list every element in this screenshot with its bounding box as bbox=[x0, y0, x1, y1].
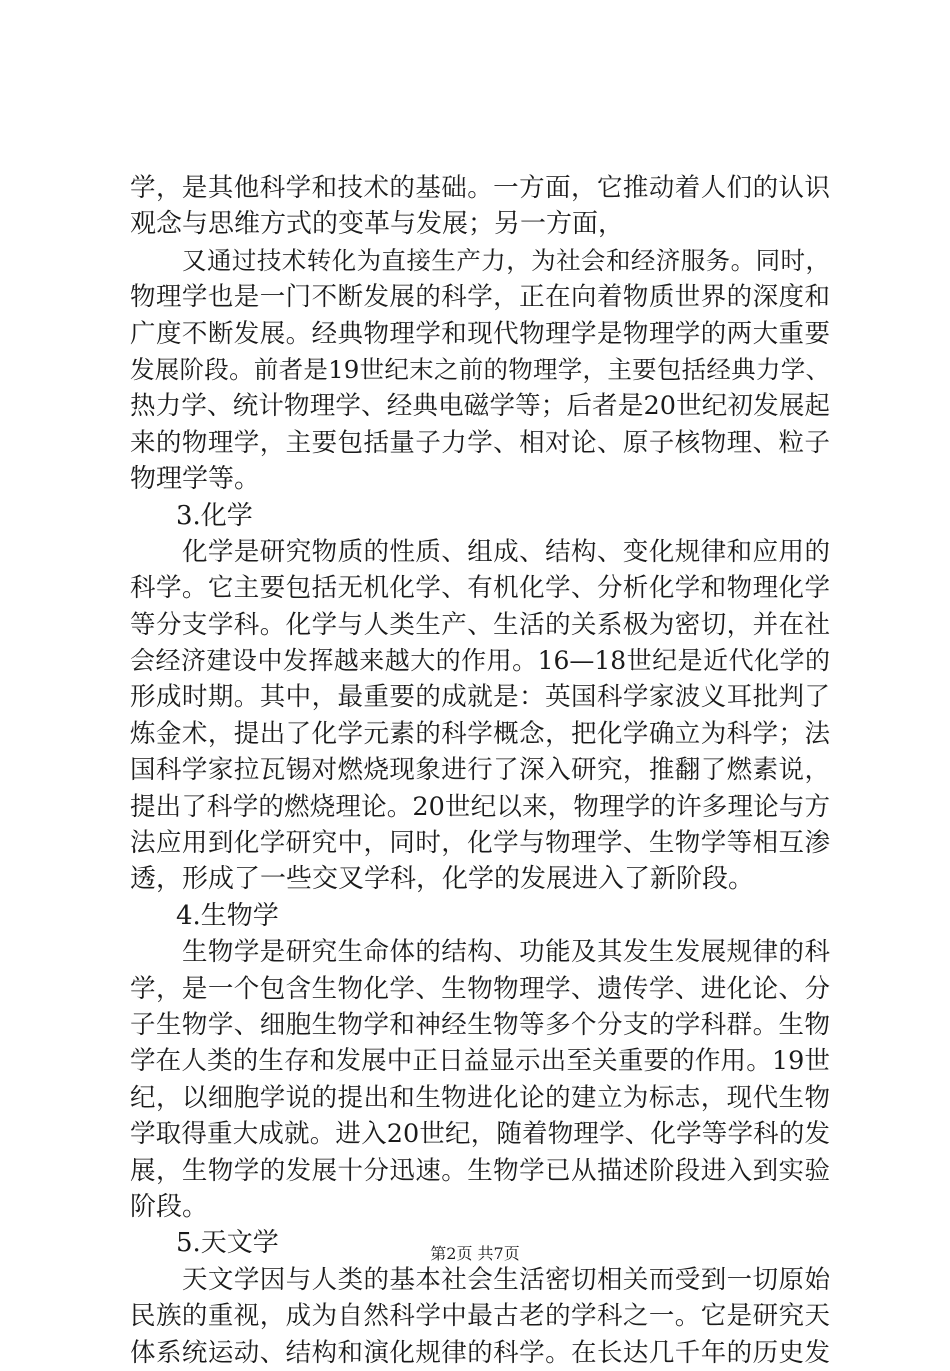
page-number: 第2页 共7页 bbox=[430, 1244, 520, 1263]
text-line: 法应用到化学研究中，同时，化学与物理学、生物学等相互渗 bbox=[130, 828, 830, 859]
text-line: 学，是一个包含生物化学、生物物理学、遗传学、进化论、分 bbox=[130, 973, 830, 1004]
text-line: 学，是其他科学和技术的基础。一方面，它推动着人们的认识 bbox=[130, 173, 830, 203]
text-line: 提出了科学的燃烧理论。20世纪以来，物理学的许多理论与方 bbox=[130, 791, 830, 822]
text-line: 科学。它主要包括无机化学、有机化学、分析化学和物理化学 bbox=[130, 573, 830, 604]
document-body bbox=[130, 170, 830, 1371]
text-line: 物理学也是一门不断发展的科学，正在向着物质世界的深度和 bbox=[130, 282, 830, 313]
text-line: 等分支学科。化学与人类生产、生活的关系极为密切，并在社 bbox=[130, 609, 830, 640]
text-line: 国科学家拉瓦锡对燃烧现象进行了深入研究，推翻了燃素说， bbox=[130, 755, 830, 786]
text-line: 物理学等。 bbox=[130, 464, 261, 495]
text-line: 发展阶段。前者是19世纪末之前的物理学，主要包括经典力学、 bbox=[130, 354, 830, 384]
text-line: 学在人类的生存和发展中正日益显示出至关重要的作用。19世 bbox=[130, 1046, 830, 1077]
text-line: 化学是研究物质的性质、组成、结构、变化规律和应用的 bbox=[182, 536, 830, 567]
text-line: 体系统运动、结构和演化规律的科学。在长达几千年的历史发 bbox=[130, 1337, 830, 1368]
text-line: 观念与思维方式的变革与发展；另一方面， bbox=[130, 209, 625, 240]
text-line: 又通过技术转化为直接生产力，为社会和经济服务。同时， bbox=[182, 245, 830, 275]
text-line: 纪，以细胞学说的提出和生物进化论的建立为标志，现代生物 bbox=[130, 1082, 830, 1113]
section-heading: 4.生物学 bbox=[176, 900, 279, 931]
text-line: 民族的重视，成为自然科学中最古老的学科之一。它是研究天 bbox=[130, 1301, 830, 1332]
text-line: 广度不断发展。经典物理学和现代物理学是物理学的两大重要 bbox=[130, 318, 830, 349]
section-heading: 5.天文学 bbox=[176, 1228, 279, 1259]
text-line: 会经济建设中发挥越来越大的作用。16—18世纪是近代化学的 bbox=[130, 646, 830, 676]
text-line: 学取得重大成就。进入20世纪，随着物理学、化学等学科的发 bbox=[130, 1119, 830, 1150]
text-line: 来的物理学，主要包括量子力学、相对论、原子核物理、粒子 bbox=[130, 427, 830, 458]
page-footer bbox=[0, 1244, 950, 1264]
text-line: 子生物学、细胞生物学和神经生物等多个分支的学科群。生物 bbox=[130, 1009, 830, 1040]
section-heading: 3.化学 bbox=[176, 500, 253, 531]
text-line: 天文学因与人类的基本社会生活密切相关而受到一切原始 bbox=[182, 1264, 830, 1295]
text-line: 透，形成了一些交叉学科，化学的发展进入了新阶段。 bbox=[130, 864, 755, 895]
text-line: 生物学是研究生命体的结构、功能及其发生发展规律的科 bbox=[182, 937, 830, 968]
text-line: 展，生物学的发展十分迅速。生物学已从描述阶段进入到实验 bbox=[130, 1155, 830, 1186]
text-line: 炼金术，提出了化学元素的科学概念，把化学确立为科学；法 bbox=[130, 718, 830, 749]
text-line: 阶段。 bbox=[130, 1191, 209, 1222]
text-line: 热力学、统计物理学、经典电磁学等；后者是20世纪初发展起 bbox=[130, 391, 830, 422]
text-line: 形成时期。其中，最重要的成就是：英国科学家波义耳批判了 bbox=[130, 682, 830, 713]
